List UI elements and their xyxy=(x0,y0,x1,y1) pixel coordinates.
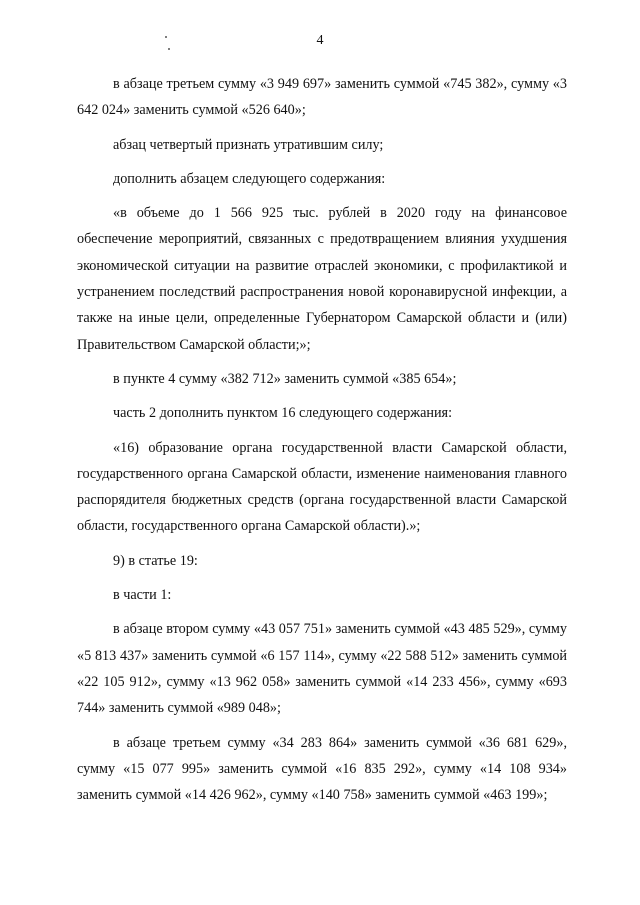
paragraph-part-2-addition: часть 2 дополнить пунктом 16 следующего содержания: xyxy=(113,405,453,422)
paragraph-second-subparagraph-amendment: в абзаце втором сумму «43 057 751» заменить суммой «43 485 529», сумму «5 813 437» заменить суммой «6 157 114», сумму «22 588 512» заменить суммой «22 105 912», сумму «13 962 058» заменить суммой «14 233 456», сумму «693 744» заменить суммой «989 048»; xyxy=(77,621,567,717)
paragraph-part-1: в части 1: xyxy=(113,587,172,604)
paragraph-point-16-text: «16) образование органа государственной власти Самарской области, государственного органа Самарской области, изменение наименования главного распорядителя бюджетных средств (органа государственной власти Самарской области, государственного органа Самарской области).»; xyxy=(77,439,567,535)
document-body xyxy=(77,71,567,816)
page-number: 4 xyxy=(316,33,324,48)
paragraph-third-subparagraph-amendment: в абзаце третьем сумму «34 283 864» заменить суммой «36 681 629», сумму «15 077 995» заменить суммой «16 835 292», сумму «14 108 934» заменить суммой «14 426 962», сумму «140 758» заменить суммой «463 199»; xyxy=(77,734,567,804)
paragraph-add-subparagraph: дополнить абзацем следующего содержания: xyxy=(113,170,386,187)
paragraph-new-subparagraph-text: «в объеме до 1 566 925 тыс. рублей в 2020 году на финансовое обеспечение мероприятий, связанных с предотвращением влияния ухудшения экономической ситуации на развитие отраслей экономики, с профилактикой и устранением последствий распространения новой коронавирусной инфекции, а также на иные цели, определенные Губернатором Самарской области и (или) Правительством Самарской области;»; xyxy=(77,205,567,353)
paragraph-amend-third-subparagraph: в абзаце третьем сумму «3 949 697» заменить суммой «745 382», сумму «3 642 024» заменить суммой «526 640»; xyxy=(77,76,567,119)
paragraph-point-4-amendment: в пункте 4 сумму «382 712» заменить суммой «385 654»; xyxy=(113,370,457,387)
paragraph-repeal-fourth-subparagraph: абзац четвертый признать утратившим силу; xyxy=(113,136,384,153)
paragraph-article-19: 9) в статье 19: xyxy=(113,552,198,569)
